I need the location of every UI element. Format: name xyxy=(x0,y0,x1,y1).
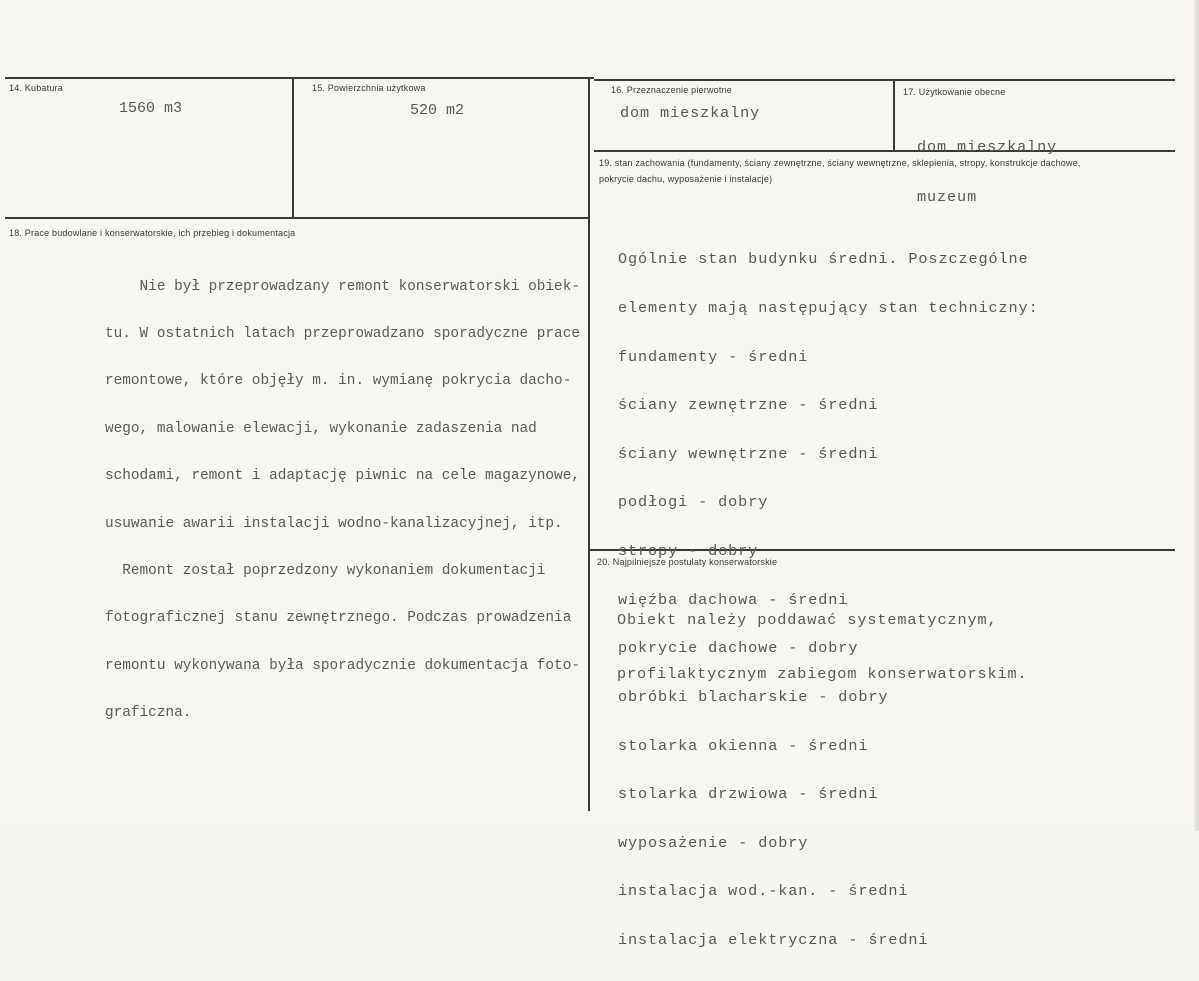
divider-14-15 xyxy=(292,77,294,217)
condition-line: stolarka drzwiowa - średni xyxy=(618,785,879,804)
postulate-line: Obiekt należy poddawać systematycznym, xyxy=(617,611,998,629)
field-15-label: 15. Powierzchnia użytkowa xyxy=(312,83,426,93)
field-20-label: 20. Najpilniejsze postulaty konserwatorskie xyxy=(597,557,778,567)
works-line: fotograficznej stanu zewnętrznego. Podczas prowadzenia xyxy=(105,610,572,627)
condition-line: obróbki blacharskie - dobry xyxy=(618,687,889,706)
condition-line: fundamenty - średni xyxy=(618,347,809,366)
condition-line: więźba dachowa - średni xyxy=(618,590,849,609)
works-line: graficzna. xyxy=(105,705,192,722)
top-rule-left xyxy=(5,77,594,79)
works-line: remontu wykonywana była sporadycznie dokumentacja foto- xyxy=(105,657,580,674)
condition-line: instalacja elektryczna - średni xyxy=(618,930,929,949)
field-18-values xyxy=(105,248,580,754)
condition-line: podłogi - dobry xyxy=(618,493,769,512)
field-17-line: muzeum xyxy=(917,187,978,206)
top-rule-right xyxy=(594,79,1175,81)
field-14-label: 14. Kubatura xyxy=(9,83,63,93)
card-edge xyxy=(1194,0,1199,831)
condition-line: stropy - dobry xyxy=(618,542,759,561)
field-16-label: 16. Przeznaczenie pierwotne xyxy=(611,85,732,95)
condition-line: elementy mają następujący stan techniczny: xyxy=(618,299,1039,318)
condition-line: ściany wewnętrzne - średni xyxy=(618,444,879,463)
field-18-label: 18. Prace budowlane i konserwatorskie, ich przebieg i dokumentacja xyxy=(9,228,296,238)
condition-line: Ogólnie stan budynku średni. Poszczególne xyxy=(618,250,1029,269)
postulate-line: profilaktycznym zabiegom konserwatorskim. xyxy=(617,665,1028,683)
condition-line: instalacja wod.-kan. - średni xyxy=(618,882,909,901)
rule-above-19 xyxy=(594,150,1175,152)
field-14-value: 1560 m3 xyxy=(119,100,183,117)
works-line: schodami, remont i adaptację piwnic na cele magazynowe, xyxy=(105,468,580,485)
field-17-line: dom mieszkalny xyxy=(917,138,1058,156)
divider-main xyxy=(588,77,590,811)
works-line: Nie był przeprowadzany remont konserwatorski obiek- xyxy=(105,278,580,295)
works-line: wego, malowanie elewacji, wykonanie zadaszenia nad xyxy=(105,420,537,437)
works-line: tu. W ostatnich latach przeprowadzano sporadyczne prace xyxy=(105,325,580,342)
works-line: Remont został poprzedzony wykonaniem dokumentacji xyxy=(105,562,546,579)
condition-line: wyposażenie - dobry xyxy=(618,833,809,852)
works-line: usuwanie awarii instalacji wodno-kanalizacyjnej, itp. xyxy=(105,515,563,532)
works-line: remontowe, które objęły m. in. wymianę pokrycia dacho- xyxy=(105,373,572,390)
field-17-label: 17. Użytkowanie obecne xyxy=(903,87,1006,97)
rule-above-18 xyxy=(5,217,588,219)
field-16-value: dom mieszkalny xyxy=(620,104,761,122)
field-19-label: 19. stan zachowania (fundamenty, ściany zewnętrzne, ściany wewnętrzne, sklepienia, stropy, konstrukcje dachowe, pokrycie dachu, wyposażenie i instalacje) xyxy=(599,158,1081,184)
field-20-values xyxy=(617,575,1028,719)
divider-16-17 xyxy=(893,79,895,151)
condition-line: ściany zewnętrzne - średni xyxy=(618,396,879,415)
condition-line: stolarka okienna - średni xyxy=(618,736,869,755)
field-15-value: 520 m2 xyxy=(410,102,465,119)
condition-line: pokrycie dachowe - dobry xyxy=(618,639,859,658)
